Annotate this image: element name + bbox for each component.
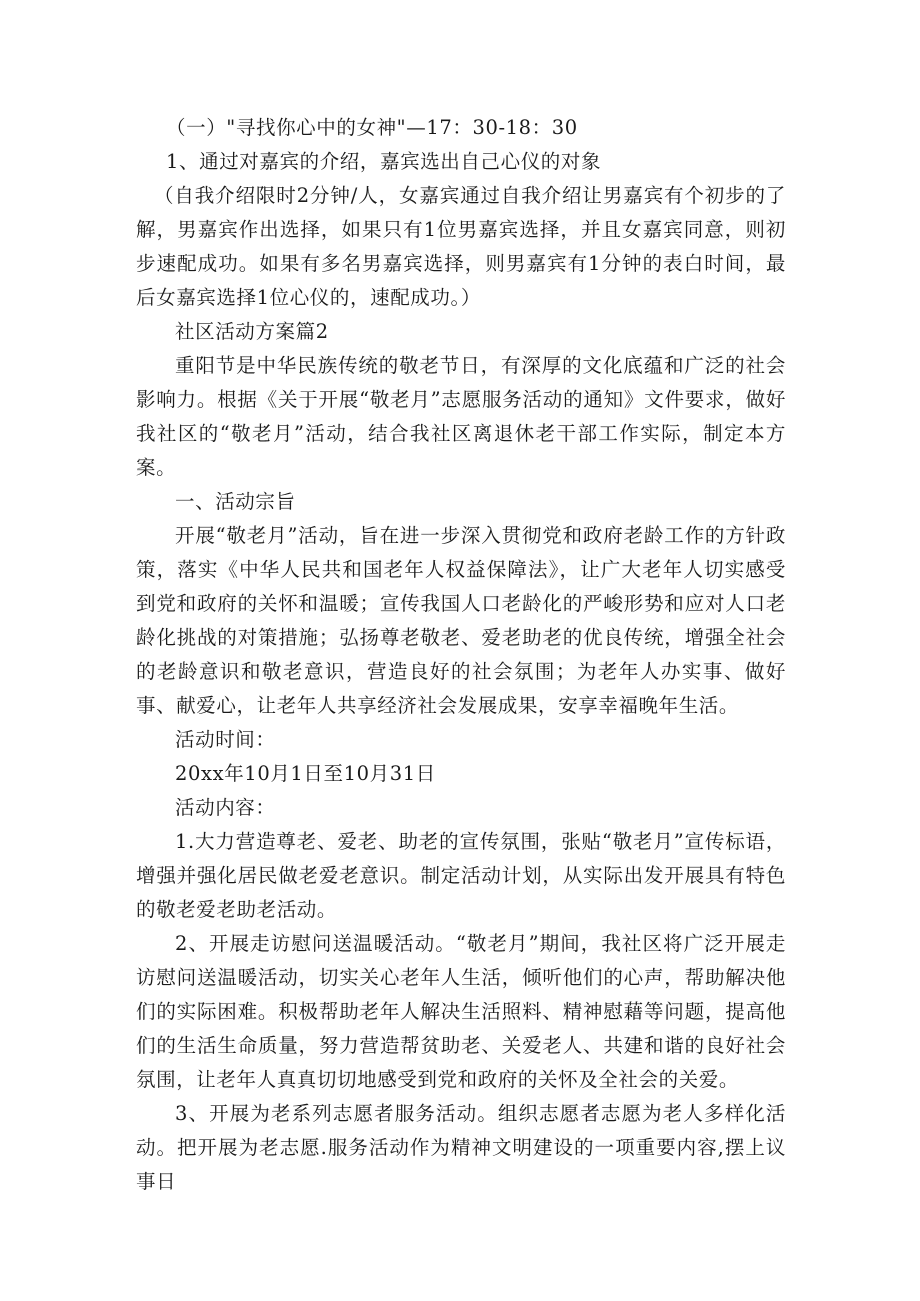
paragraph-content-item-2: 2、开展走访慰问送温暖活动。“敬老月”期间，我社区将广泛开展走访慰问送温暖活动，切实关心老年人生活，倾听他们的心声，帮助解决他们的实际困难。积极帮助老年人解决生活照料、精神慰藉等问题，提高他们的生活生命质量，努力营造帮贫助老、关爱老人、共建和谐的良好社会氛围，让老年人真真切切地感受到党和政府的关怀及全社会的关爱。 [136, 932, 786, 1091]
document-body [136, 111, 786, 1199]
paragraph-guest-intro: 1、通过对嘉宾的介绍，嘉宾选出自己心仪的对象 [166, 150, 602, 173]
label-activity-time: 活动时间： [175, 728, 276, 751]
paragraph-chongyang: 重阳节是中华民族传统的敬老节日，有深厚的文化底蕴和广泛的社会影响力。根据《关于开展“敬老月”志愿服务活动的通知》文件要求，做好我社区的“敬老月”活动，结合我社区离退休老干部工作实际，制定本方案。 [136, 354, 786, 479]
label-activity-content: 活动内容： [175, 796, 276, 819]
section-title-plan-2: 社区活动方案篇2 [175, 320, 329, 343]
section-heading-goddess: （一）"寻找你心中的女神"—17：30-18：30 [166, 116, 578, 139]
paragraph-activity-purpose: 开展“敬老月”活动，旨在进一步深入贯彻党和政府老龄工作的方针政策，落实《中华人民共和国老年人权益保障法》，让广大老年人切实感受到党和政府的关怀和温暖；宣传我国人口老龄化的严峻形势和应对人口老龄化挑战的对策措施；弘扬尊老敬老、爱老助老的优良传统，增强全社会的老龄意识和敬老意识，营造良好的社会氛围；为老年人办实事、做好事、献爱心，让老年人共享经济社会发展成果，安享幸福晚年生活。 [136, 524, 786, 717]
heading-activity-purpose: 一、活动宗旨 [175, 490, 296, 513]
value-activity-time: 20xx年10月1日至10月31日 [175, 762, 436, 785]
paragraph-content-item-3: 3、开展为老系列志愿者服务活动。组织志愿者志愿为老人多样化活动。把开展为老志愿.服务活动作为精神文明建设的一项重要内容,摆上议事日 [136, 1102, 786, 1193]
paragraph-content-item-1: 1.大力营造尊老、爱老、助老的宣传氛围，张贴“敬老月”宣传标语，增强并强化居民做老爱老意识。制定活动计划，从实际出发开展具有特色的敬老爱老助老活动。 [136, 830, 786, 921]
paragraph-intro-rules: （自我介绍限时2分钟/人，女嘉宾通过自我介绍让男嘉宾有个初步的了解，男嘉宾作出选择，如果只有1位男嘉宾选择，并且女嘉宾同意，则初步速配成功。如果有多名男嘉宾选择，则男嘉宾有1分钟的表白时间，最后女嘉宾选择1位心仪的，速配成功。） [136, 184, 786, 309]
